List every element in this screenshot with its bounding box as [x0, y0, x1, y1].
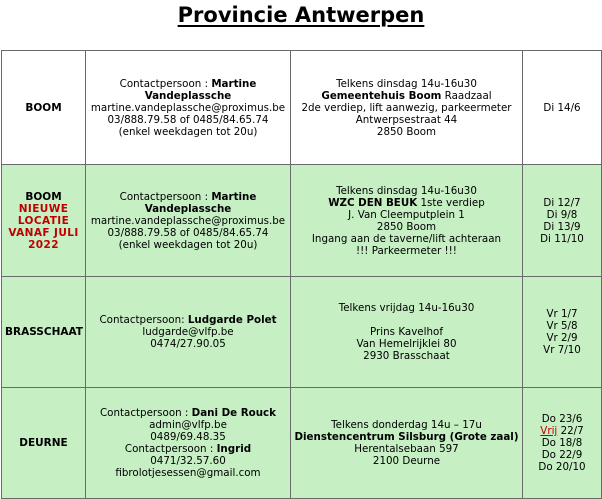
info-city: 2930 Brasschaat [363, 350, 450, 362]
contact-cell [86, 165, 291, 277]
contact-phone: 03/888.79.58 of 0485/84.65.74 [107, 226, 269, 239]
contact-cell [86, 277, 291, 388]
contact-email[interactable]: martine.vandeplassche@proximus.be [90, 101, 286, 114]
date-item: Vr 7/10 [543, 344, 581, 356]
schedule-table [1, 50, 602, 499]
date-item: Di 12/7 [543, 196, 581, 209]
location-cell [2, 165, 86, 277]
location-name: BRASSCHAAT [5, 326, 83, 338]
table-row [2, 165, 602, 277]
contact-label: Contactpersoon : [124, 443, 217, 455]
info-cell [291, 51, 523, 165]
info-city: 2850 Boom [376, 220, 437, 233]
info-street: J. Van Cleemputplein 1 [348, 208, 465, 221]
info-parking: !!! Parkeermeter !!! [356, 244, 457, 257]
info-time: Telkens dinsdag 14u-16u30 [336, 184, 477, 197]
contact-name-first: Martine [211, 77, 257, 90]
info-venue: Prins Kavelhof [370, 326, 443, 338]
location-cell [2, 388, 86, 499]
date-item: Do 23/6 [541, 413, 583, 425]
info-time: Telkens donderdag 14u – 17u [331, 419, 482, 431]
date-item: Di 9/8 [546, 208, 578, 221]
location-name: DEURNE [19, 437, 68, 449]
info-time: Telkens vrijdag 14u-16u30 [338, 302, 475, 314]
location-name: BOOM [25, 190, 62, 203]
dates-cell [523, 51, 602, 165]
contact-label: Contactpersoon : [119, 77, 212, 90]
info-cell [291, 165, 523, 277]
date-item: Do 20/10 [538, 461, 586, 473]
info-cell [291, 388, 523, 499]
date-item: 22/7 [557, 425, 584, 437]
contact-label: Contactpersoon : [119, 190, 212, 203]
info-city: 2850 Boom [376, 125, 437, 138]
info-street: Herentalsebaan 597 [354, 443, 459, 455]
table-row [2, 277, 602, 388]
contact-phone: 0489/69.48.35 [150, 431, 226, 443]
date-item: Do 18/8 [541, 437, 583, 449]
contact-phone: 03/888.79.58 of 0485/84.65.74 [107, 113, 269, 126]
page-title: Provincie Antwerpen [177, 3, 425, 27]
contact-name-last: Vandeplassche [144, 202, 232, 215]
info-time: Telkens dinsdag 14u-16u30 [336, 77, 477, 90]
contact-name: Ludgarde Polet [187, 314, 277, 326]
dates-cell [523, 165, 602, 277]
contact-label: Contactpersoon : [99, 407, 192, 419]
dates-cell [523, 388, 602, 499]
contact-name-first: Martine [211, 190, 257, 203]
contact-note: (enkel weekdagen tot 20u) [118, 125, 258, 138]
date-item: Vr 2/9 [546, 332, 578, 344]
contact-name-last: Vandeplassche [144, 89, 232, 102]
info-venue-suffix: 1ste verdiep [417, 196, 485, 209]
contact-label: Contactpersoon: [99, 314, 188, 326]
contact-phone: 0471/32.57.60 [150, 455, 226, 467]
date-item: Di 14/6 [543, 101, 581, 114]
dates-cell [523, 277, 602, 388]
info-venue: WZC DEN BEUK [328, 196, 418, 209]
info-venue: Dienstencentrum Silsburg (Grote zaal) [294, 431, 519, 443]
location-notice: NIEUWE LOCATIE VANAF JULI 2022 [8, 202, 79, 251]
date-item: Di 11/10 [540, 232, 584, 245]
date-item: Di 13/9 [543, 220, 581, 233]
info-venue: Gemeentehuis Boom [321, 89, 442, 102]
contact-name: Ingrid [216, 443, 252, 455]
info-entrance: Ingang aan de taverne/lift achteraan [311, 232, 502, 245]
location-cell [2, 51, 86, 165]
date-item: Vr 5/8 [546, 320, 578, 332]
contact-email[interactable]: ludgarde@vlfp.be [142, 326, 234, 338]
info-venue-suffix: Raadzaal [441, 89, 492, 102]
date-exception: Vrij [540, 425, 558, 437]
info-details: 2de verdiep, lift aanwezig, parkeermeter [301, 101, 512, 114]
contact-phone: 0474/27.90.05 [150, 338, 226, 350]
date-item: Do 22/9 [541, 449, 583, 461]
contact-email[interactable]: admin@vlfp.be [149, 419, 227, 431]
location-name: BOOM [25, 101, 62, 114]
info-city: 2100 Deurne [372, 455, 441, 467]
info-street: Antwerpsestraat 44 [355, 113, 458, 126]
contact-cell [86, 388, 291, 499]
info-street: Van Hemelrijklei 80 [356, 338, 457, 350]
date-item: Vr 1/7 [546, 308, 578, 320]
contact-email[interactable]: fibrolotjesessen@gmail.com [115, 467, 261, 479]
location-cell [2, 277, 86, 388]
contact-email[interactable]: martine.vandeplassche@proximus.be [90, 214, 286, 227]
table-row [2, 51, 602, 165]
info-cell [291, 277, 523, 388]
contact-name: Dani De Rouck [191, 407, 276, 419]
table-row [2, 388, 602, 499]
contact-note: (enkel weekdagen tot 20u) [118, 238, 258, 251]
contact-cell [86, 51, 291, 165]
